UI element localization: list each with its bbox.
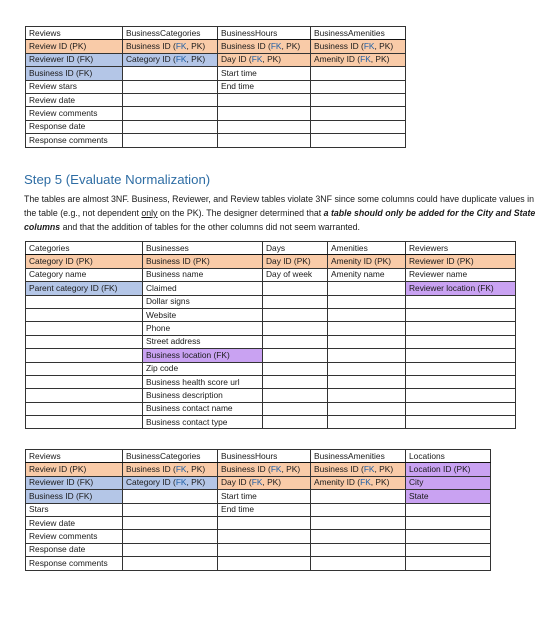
table-cell: [123, 67, 218, 80]
table-cell: Stars: [26, 503, 123, 516]
para-only: only: [141, 208, 158, 218]
table-cell: [123, 120, 218, 133]
table-cell: [328, 402, 406, 415]
table-cell: [328, 308, 406, 321]
table-3-body: [26, 450, 491, 571]
table-2-body: [26, 242, 516, 429]
table-cell: [123, 503, 218, 516]
table-cell: [218, 530, 311, 543]
table-cell: [406, 375, 516, 388]
table-cell: [406, 308, 516, 321]
table-row: [26, 308, 516, 321]
table-cell: Business contact name: [143, 402, 263, 415]
table-cell: [218, 543, 311, 556]
table-row: [26, 53, 406, 66]
table-row: [26, 40, 406, 53]
table-1: [25, 26, 406, 148]
table-cell: [406, 295, 516, 308]
header-cell: Categories: [26, 242, 143, 255]
table-cell: Business ID (FK, PK): [218, 40, 311, 53]
table-row: [26, 295, 516, 308]
table-cell: Start time: [218, 67, 311, 80]
header-cell: Reviewers: [406, 242, 516, 255]
table-cell: [123, 530, 218, 543]
table-cell: [263, 402, 328, 415]
table-cell: [311, 516, 406, 529]
table-3: [25, 449, 491, 571]
table-cell: [311, 490, 406, 503]
table-cell: [406, 503, 491, 516]
table-cell: [311, 530, 406, 543]
table-cell: Day ID (FK, PK): [218, 476, 311, 489]
table-cell: [218, 120, 311, 133]
table-cell: [26, 308, 143, 321]
table-cell: [263, 389, 328, 402]
table-cell: [311, 134, 406, 147]
table-cell: [328, 416, 406, 429]
table-cell: Reviewer ID (FK): [26, 53, 123, 66]
table-cell: Review comments: [26, 530, 123, 543]
table-cell: Review date: [26, 516, 123, 529]
table-cell: [263, 349, 328, 362]
header-cell: Locations: [406, 450, 491, 463]
header-cell: BusinessHours: [218, 27, 311, 40]
table-cell: Website: [143, 308, 263, 321]
table-cell: [123, 516, 218, 529]
table-cell: Start time: [218, 490, 311, 503]
table-row: [26, 543, 491, 556]
table-cell: [263, 335, 328, 348]
table-cell: [263, 282, 328, 295]
table-cell: [218, 107, 311, 120]
table-cell: [328, 375, 406, 388]
table-2: [25, 241, 516, 429]
table-cell: [26, 335, 143, 348]
table-header-row: [26, 450, 491, 463]
table-cell: State: [406, 490, 491, 503]
table-header-row: [26, 242, 516, 255]
table-cell: Reviewer ID (PK): [406, 255, 516, 268]
header-cell: BusinessHours: [218, 450, 311, 463]
header-cell: BusinessCategories: [123, 450, 218, 463]
table-cell: [406, 416, 516, 429]
para-text-2: on the PK). The designer determined that: [157, 208, 324, 218]
table-cell: [406, 349, 516, 362]
table-cell: [406, 543, 491, 556]
table-cell: [406, 530, 491, 543]
para-text-1: The tables are almost 3NF. Business, Reviewer, and Review tables violate 3NF since some columns could have duplicate values in the table (e.g., not dependent: [24, 194, 534, 218]
table-row: [26, 463, 491, 476]
header-cell: Reviews: [26, 450, 123, 463]
table-row: [26, 557, 491, 570]
table-cell: [123, 93, 218, 106]
table-row: [26, 490, 491, 503]
table-cell: Category ID (PK): [26, 255, 143, 268]
table-cell: [406, 322, 516, 335]
table-cell: Location ID (PK): [406, 463, 491, 476]
table-cell: [218, 557, 311, 570]
table-cell: Parent category ID (FK): [26, 282, 143, 295]
table-row: [26, 335, 516, 348]
table-cell: [406, 389, 516, 402]
table-cell: Business location (FK): [143, 349, 263, 362]
table-1-body: [26, 27, 406, 148]
table-cell: Review ID (PK): [26, 463, 123, 476]
table-cell: [311, 107, 406, 120]
header-cell: Days: [263, 242, 328, 255]
table-cell: [311, 503, 406, 516]
table-cell: Response comments: [26, 557, 123, 570]
table-cell: [26, 389, 143, 402]
table-row: [26, 402, 516, 415]
table-cell: Day of week: [263, 268, 328, 281]
table-cell: Business name: [143, 268, 263, 281]
step-paragraph: [24, 192, 544, 234]
table-cell: Claimed: [143, 282, 263, 295]
table-cell: [123, 80, 218, 93]
table-row: [26, 322, 516, 335]
table-cell: [263, 308, 328, 321]
table-row: [26, 416, 516, 429]
header-cell: Reviews: [26, 27, 123, 40]
table-row: [26, 268, 516, 281]
table-cell: [218, 516, 311, 529]
table-cell: [263, 362, 328, 375]
table-cell: [311, 557, 406, 570]
table-cell: Business ID (FK, PK): [218, 463, 311, 476]
table-row: [26, 255, 516, 268]
table-row: [26, 389, 516, 402]
table-cell: Business ID (FK): [26, 67, 123, 80]
table-cell: Street address: [143, 335, 263, 348]
table-cell: Business ID (FK, PK): [311, 40, 406, 53]
table-cell: [328, 349, 406, 362]
table-cell: Amenity ID (FK, PK): [311, 476, 406, 489]
header-cell: Businesses: [143, 242, 263, 255]
table-row: [26, 107, 406, 120]
table-cell: Zip code: [143, 362, 263, 375]
table-cell: [26, 349, 143, 362]
table-cell: Reviewer name: [406, 268, 516, 281]
table-cell: [263, 416, 328, 429]
table-cell: [263, 322, 328, 335]
table-cell: [123, 557, 218, 570]
table-cell: [311, 120, 406, 133]
table-cell: [406, 335, 516, 348]
table-row: [26, 516, 491, 529]
table-row: [26, 530, 491, 543]
table-row: [26, 476, 491, 489]
table-cell: [123, 543, 218, 556]
header-cell: BusinessAmenities: [311, 450, 406, 463]
table-cell: [328, 389, 406, 402]
table-cell: [406, 402, 516, 415]
table-cell: Review comments: [26, 107, 123, 120]
table-cell: Amenity ID (PK): [328, 255, 406, 268]
table-row: [26, 93, 406, 106]
table-cell: Category name: [26, 268, 143, 281]
table-cell: [328, 295, 406, 308]
table-cell: [406, 362, 516, 375]
table-cell: [26, 402, 143, 415]
table-cell: Reviewer location (FK): [406, 282, 516, 295]
table-cell: City: [406, 476, 491, 489]
table-row: [26, 349, 516, 362]
table-cell: [218, 93, 311, 106]
table-cell: [328, 335, 406, 348]
table-cell: Category ID (FK, PK): [123, 476, 218, 489]
table-cell: Review stars: [26, 80, 123, 93]
table-row: [26, 80, 406, 93]
table-cell: Response date: [26, 120, 123, 133]
table-cell: Phone: [143, 322, 263, 335]
table-cell: Reviewer ID (FK): [26, 476, 123, 489]
table-cell: End time: [218, 503, 311, 516]
table-row: [26, 375, 516, 388]
table-cell: [26, 416, 143, 429]
para-emphasis: a table should only be added for the City and State columns: [24, 208, 536, 232]
table-cell: Review date: [26, 93, 123, 106]
table-cell: [328, 322, 406, 335]
table-row: [26, 282, 516, 295]
table-cell: Dollar signs: [143, 295, 263, 308]
table-cell: Business ID (FK, PK): [123, 463, 218, 476]
header-cell: BusinessCategories: [123, 27, 218, 40]
table-cell: [123, 134, 218, 147]
table-cell: Business health score url: [143, 375, 263, 388]
header-cell: Amenities: [328, 242, 406, 255]
table-cell: Business ID (PK): [143, 255, 263, 268]
table-cell: Business ID (FK, PK): [123, 40, 218, 53]
table-cell: Category ID (FK, PK): [123, 53, 218, 66]
table-row: [26, 67, 406, 80]
table-cell: Business ID (FK): [26, 490, 123, 503]
header-cell: BusinessAmenities: [311, 27, 406, 40]
table-cell: [218, 134, 311, 147]
step-heading: Step 5 (Evaluate Normalization): [24, 172, 211, 187]
table-cell: Day ID (PK): [263, 255, 328, 268]
table-cell: [26, 362, 143, 375]
table-cell: Amenity name: [328, 268, 406, 281]
table-row: [26, 134, 406, 147]
table-cell: [263, 375, 328, 388]
table-cell: [406, 557, 491, 570]
table-row: [26, 503, 491, 516]
table-cell: Day ID (FK, PK): [218, 53, 311, 66]
table-cell: [328, 282, 406, 295]
table-cell: [311, 543, 406, 556]
table-header-row: [26, 27, 406, 40]
table-cell: Business contact type: [143, 416, 263, 429]
table-row: [26, 362, 516, 375]
table-cell: [311, 67, 406, 80]
table-cell: [123, 107, 218, 120]
table-cell: Review ID (PK): [26, 40, 123, 53]
table-cell: Amenity ID (FK, PK): [311, 53, 406, 66]
table-cell: [311, 80, 406, 93]
table-cell: End time: [218, 80, 311, 93]
table-cell: Business ID (FK, PK): [311, 463, 406, 476]
table-cell: Business description: [143, 389, 263, 402]
table-cell: [123, 490, 218, 503]
table-cell: [263, 295, 328, 308]
table-cell: [406, 516, 491, 529]
table-cell: [311, 93, 406, 106]
table-cell: [26, 295, 143, 308]
para-text-3: and that the addition of tables for the other columns did not seem warranted.: [60, 222, 360, 232]
table-cell: [26, 322, 143, 335]
table-cell: Response date: [26, 543, 123, 556]
table-cell: [328, 362, 406, 375]
table-cell: [26, 375, 143, 388]
table-row: [26, 120, 406, 133]
table-cell: Response comments: [26, 134, 123, 147]
